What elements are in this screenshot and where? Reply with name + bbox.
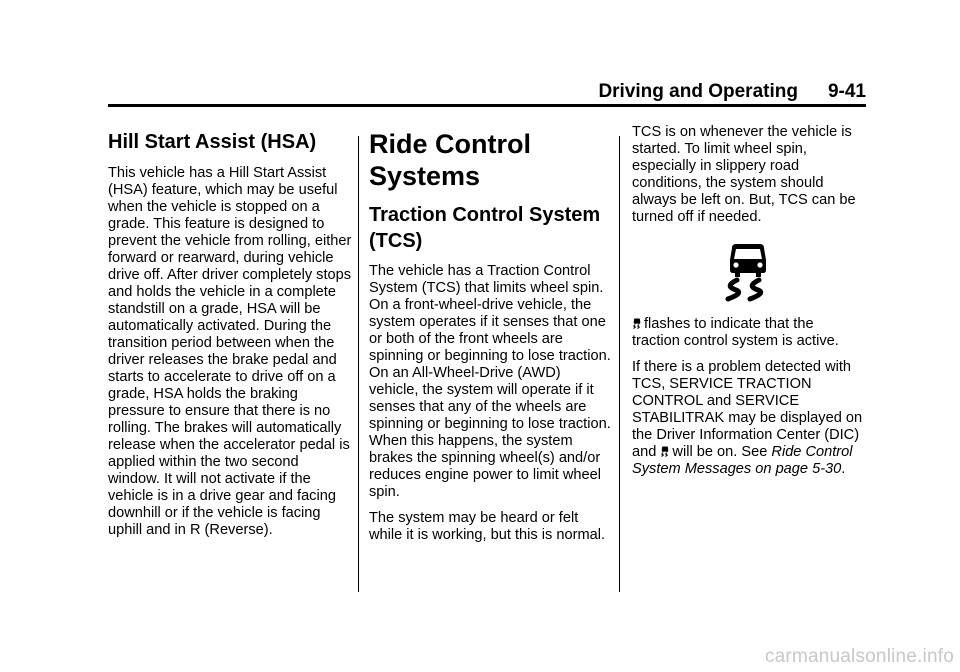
- column-divider-2: [619, 136, 620, 592]
- service-text-a: If there is a problem detected with TCS, SERVICE TRACTION CONTROL and SERVICE STABILITRAK may be displayed on the Driver Information Center (DIC) and: [632, 359, 863, 460]
- cross-reference-link[interactable]: Ride Control System Messages on page 5-30: [632, 444, 853, 477]
- page-number: 9-41: [827, 81, 866, 102]
- flash-paragraph: [632, 316, 864, 350]
- column-2: [369, 124, 611, 553]
- tcs-paragraph-1: The vehicle has a Traction Control System (TCS) that limits wheel spin. On a front-wheel-drive vehicle, the system operates if it senses that one or both of the front wheels are spinning or beginning to lose traction. On an All-Wheel-Drive (AWD) vehicle, the system will operate if it senses that any of the wheels are spinning or beginning to lose traction. When this happens, the system brakes the spinning wheel(s) and/or reduces engine power to limit wheel spin.: [369, 263, 611, 500]
- hsa-heading: Hill Start Assist (HSA): [108, 131, 317, 153]
- section-title: Driving and Operating: [598, 81, 798, 102]
- tcs-on-paragraph: TCS is on whenever the vehicle is started. To limit wheel spin, especially in slippery road conditions, the system should always be left on. But, TCS can be turned off if needed.: [632, 124, 856, 225]
- header-rule: [108, 104, 866, 107]
- service-text-b: will be on. See: [672, 444, 768, 460]
- flash-text: flashes to indicate that the traction control system is active.: [632, 316, 839, 349]
- column-1: [108, 124, 354, 548]
- column-divider-1: [358, 136, 359, 592]
- service-text-end: .: [841, 461, 846, 477]
- traction-control-icon: [660, 445, 670, 458]
- service-paragraph: [632, 359, 864, 478]
- column-3: [632, 124, 864, 487]
- hsa-paragraph: This vehicle has a Hill Start Assist (HSA) feature, which may be useful when the vehicle is stopped on a grade. This feature is designed to prevent the vehicle from rolling, either forward or rearward, during vehicle drive off. After driver completely stops and holds the vehicle in a complete standstill on a grade, HSA will be automatically activated. During the transition period between when the driver releases the brake pedal and starts to accelerate to drive off on a grade, HSA holds the braking pressure to ensure that there is no rolling. The brakes will automatically release when the accelerator pedal is applied within the two second window. It will not activate if the vehicle is in a drive gear and facing downhill or if the vehicle is facing uphill and in R (Reverse).: [108, 165, 352, 538]
- traction-control-icon: [632, 317, 642, 330]
- ride-control-heading: Ride Control Systems: [369, 129, 531, 191]
- tcs-paragraph-2: The system may be heard or felt while it is working, but this is normal.: [369, 510, 606, 543]
- page-header: [108, 80, 866, 104]
- watermark: carmanualsonline.info: [764, 646, 954, 667]
- traction-control-figure: [632, 242, 864, 302]
- traction-control-icon: [720, 242, 776, 302]
- tcs-subheading: Traction Control System (TCS): [369, 204, 601, 252]
